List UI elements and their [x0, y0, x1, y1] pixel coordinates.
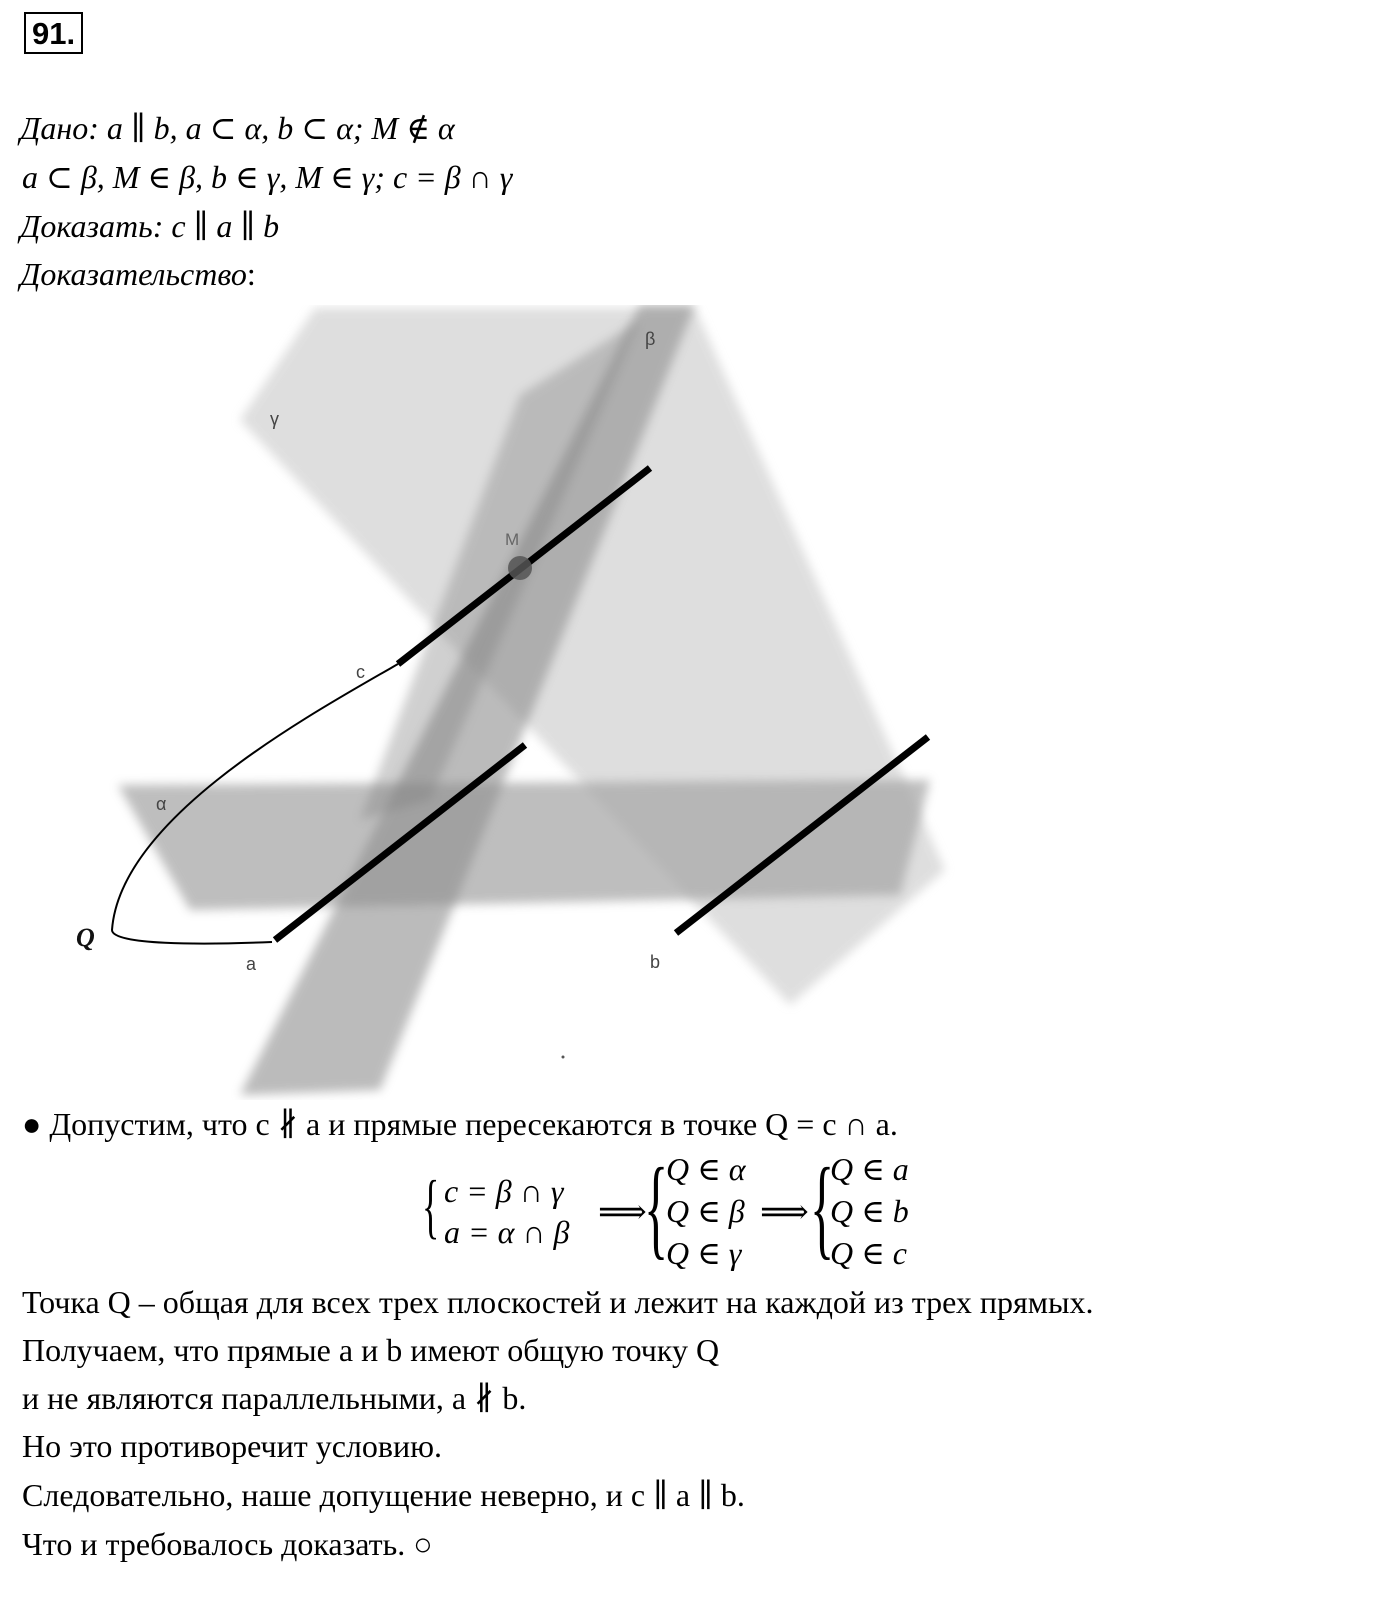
text-line-3: и не являются параллельными, a ∦ b.: [22, 1380, 527, 1416]
prove-line: [20, 206, 279, 246]
given-line-1: [20, 108, 455, 148]
right-eq-1: Q ∈ a: [830, 1151, 909, 1187]
label-alpha: α: [156, 794, 167, 814]
implication-system: [422, 1148, 942, 1273]
plane-alpha: [118, 780, 930, 910]
label-beta: β: [645, 329, 656, 349]
proof-label: Доказательство: [20, 256, 247, 292]
left-eq-2: a = α ∩ β: [444, 1214, 570, 1250]
text-line-4: Но это противоречит условию.: [22, 1428, 443, 1464]
right-eq-3: Q ∈ c: [830, 1235, 907, 1271]
mid-eq-2: Q ∈ β: [666, 1193, 745, 1229]
stray-dot: [562, 1056, 565, 1059]
right-brace: {: [810, 1146, 835, 1270]
prove-label: Доказать: [20, 208, 153, 244]
point-M: [508, 556, 532, 580]
label-gamma: γ: [270, 409, 279, 429]
mid-eq-3: Q ∈ γ: [666, 1235, 742, 1271]
arrow-1: ⟹: [598, 1194, 647, 1231]
text-line-6: Что и требовалось доказать. ○: [22, 1526, 433, 1562]
geometry-figure: [60, 305, 960, 1100]
label-b: b: [650, 952, 661, 972]
arrow-2: ⟹: [760, 1194, 809, 1231]
given-line-2: a ⊂ β, M ∈ β, b ∈ γ, M ∈ γ; c = β ∩ γ: [22, 159, 513, 195]
given-label: Дано: [20, 110, 89, 146]
text-line-1: Точка Q – общая для всех трех плоскостей и лежит на каждой из трех прямых.: [22, 1284, 1094, 1320]
assumption-line: ● Допустим, что c ∦ a и прямые пересекаются в точке Q = c ∩ a.: [22, 1106, 898, 1142]
proof-colon: :: [246, 256, 256, 292]
label-c: c: [356, 662, 365, 682]
left-brace: {: [422, 1166, 440, 1246]
text-line-2: Получаем, что прямые a и b имеют общую точку Q: [22, 1332, 720, 1368]
text-line-5: Следовательно, наше допущение неверно, и c ∥ a ∥ b.: [22, 1477, 745, 1513]
mid-brace: {: [644, 1146, 669, 1270]
label-Q: Q: [76, 923, 95, 952]
label-a: a: [246, 954, 257, 974]
label-M: M: [505, 530, 520, 549]
given-statement-1: : a ∥ b, a ⊂ α, b ⊂ α; M ∉ α: [88, 110, 455, 146]
mid-eq-1: Q ∈ α: [666, 1151, 746, 1187]
proof-heading: [20, 254, 256, 294]
prove-statement: : c ∥ a ∥ b: [152, 208, 280, 244]
right-eq-2: Q ∈ b: [830, 1193, 909, 1229]
left-eq-1: c = β ∩ γ: [444, 1173, 564, 1209]
problem-number: 91.: [24, 12, 83, 54]
